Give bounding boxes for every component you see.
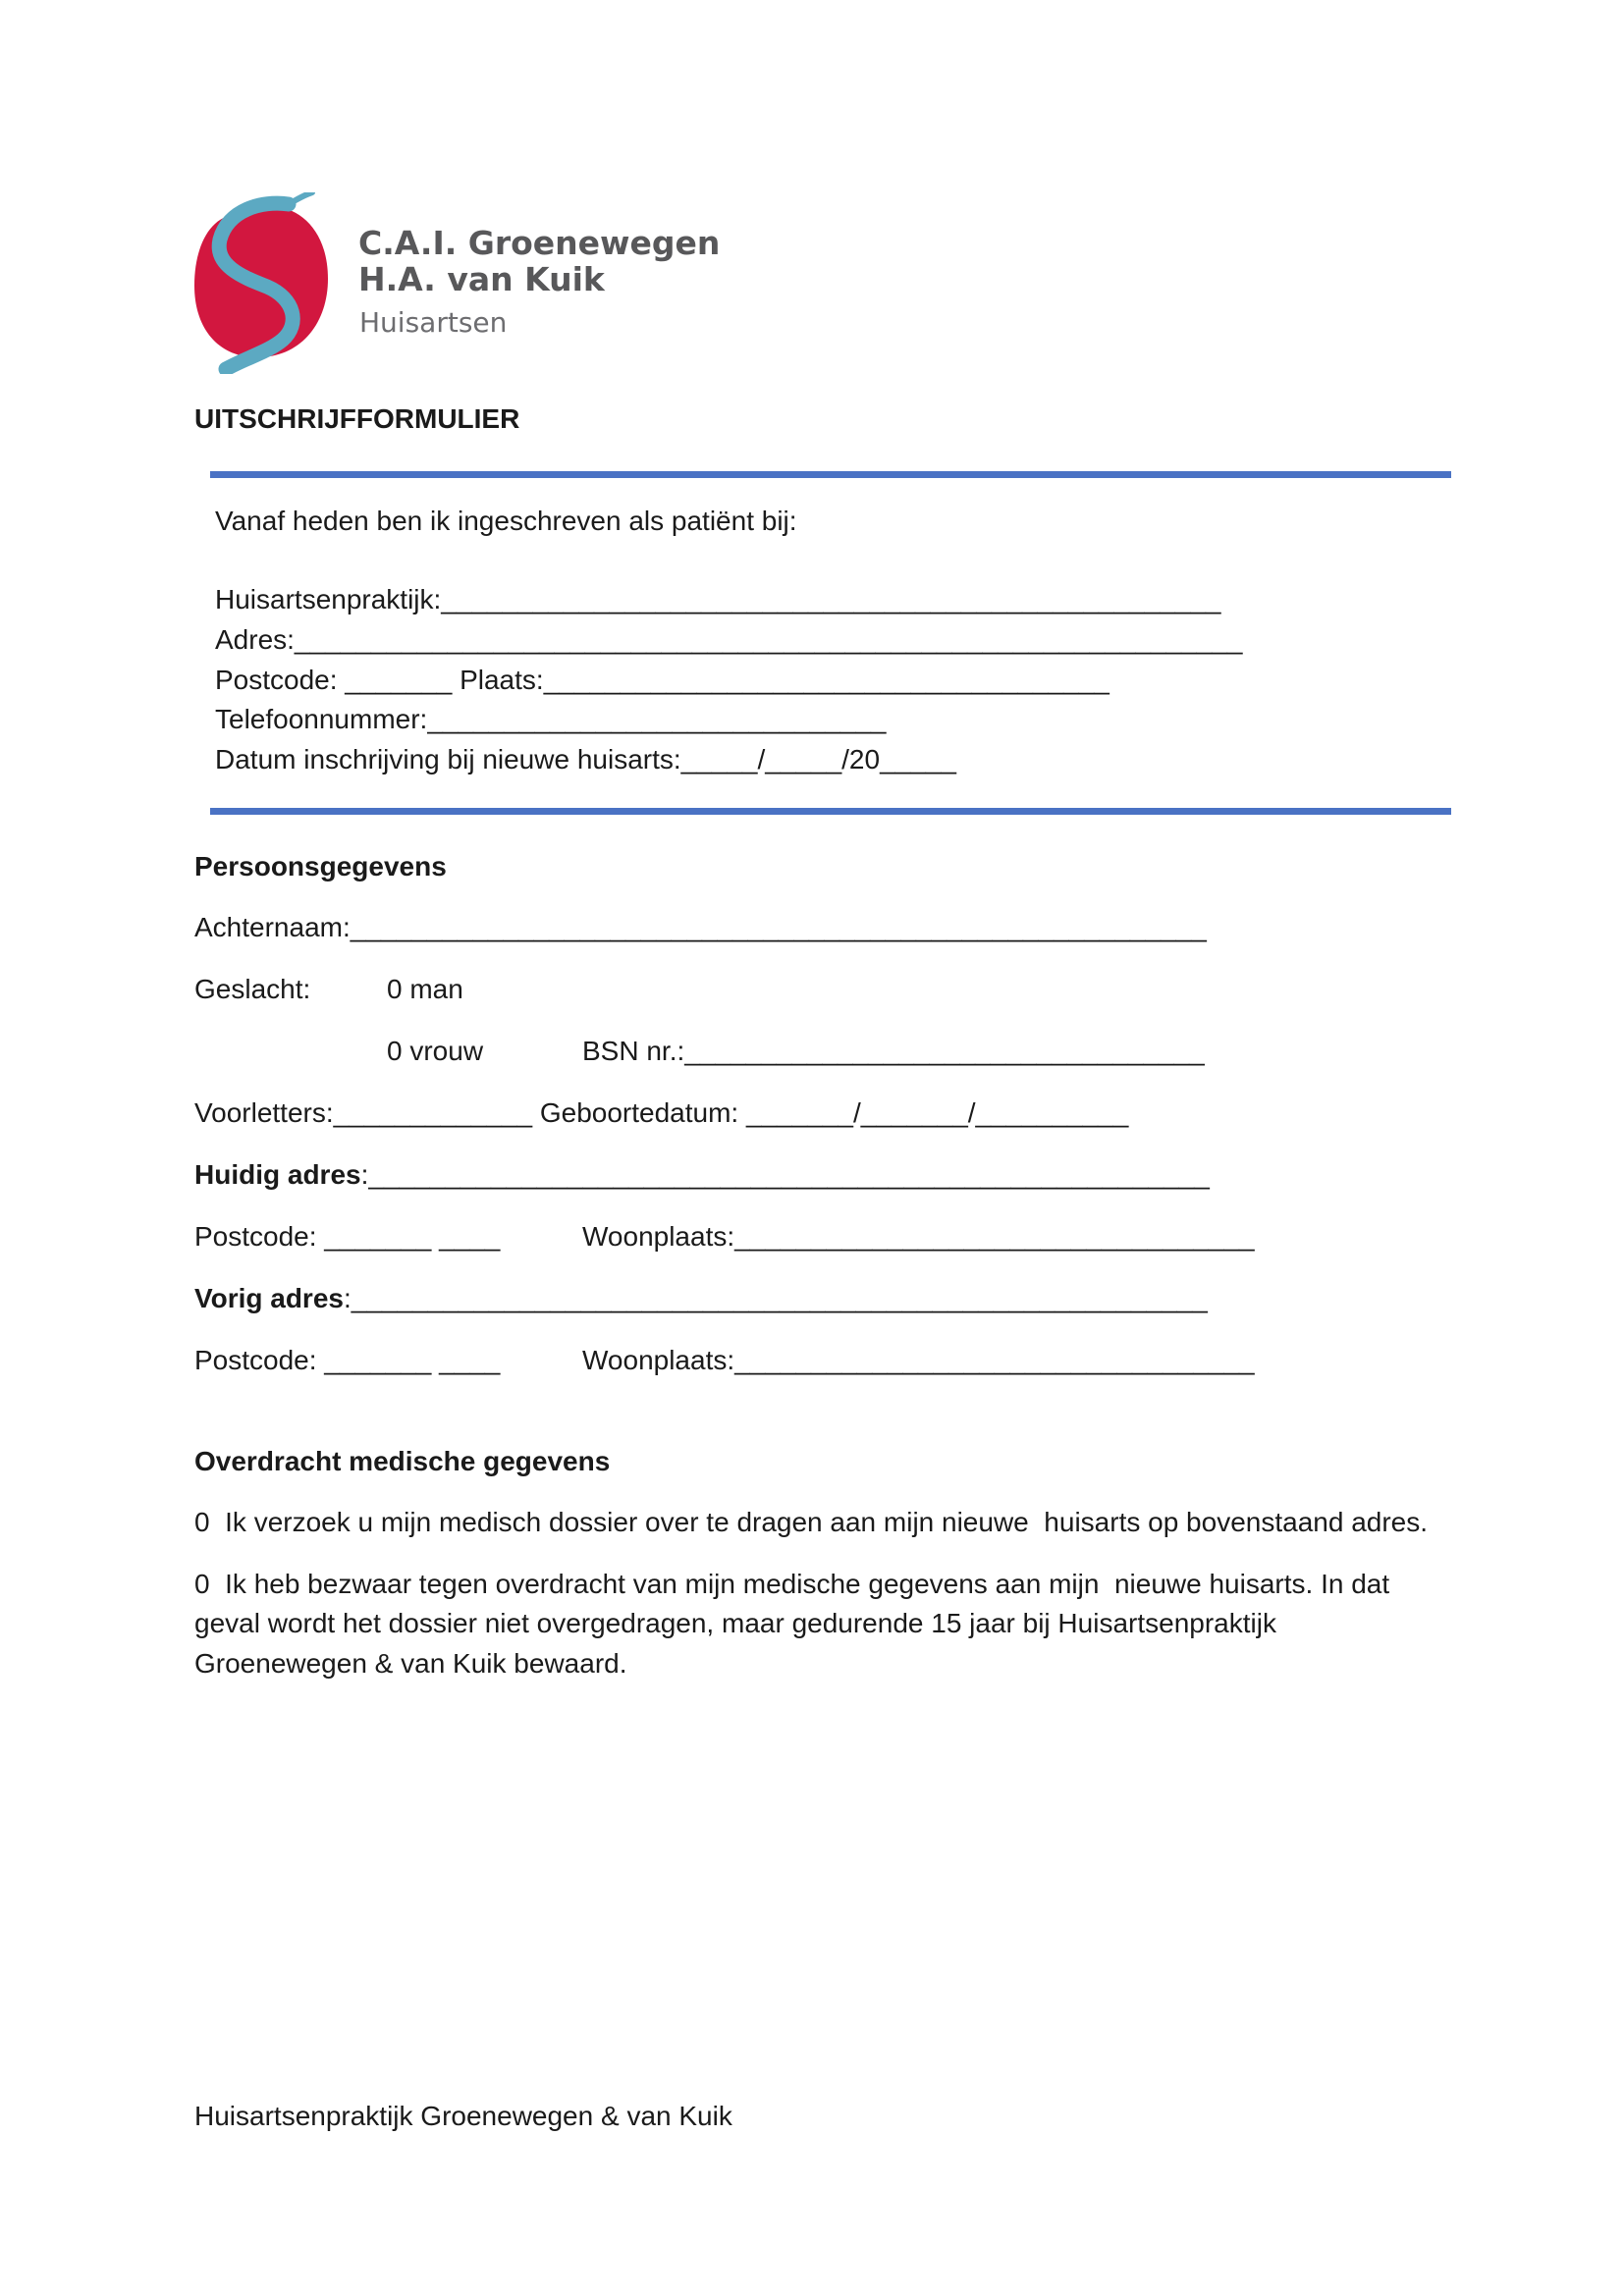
transfer-option-objection-line3: Groenewegen & van Kuik bewaard. [194, 1648, 627, 1679]
practice-field[interactable]: Huisartsenpraktijk:___________________________________________________ [215, 584, 1221, 614]
bsn-field[interactable]: BSN nr.:__________________________________ [582, 1036, 1205, 1066]
phone-field[interactable]: Telefoonnummer:______________________________ [215, 704, 887, 734]
surname-field[interactable]: Achternaam:________________________________________________________ [194, 912, 1207, 942]
transfer-option-objection-line2: geval wordt het dossier niet overgedragen, maar gedurende 15 jaar bij Huisartsenpraktijk [194, 1608, 1276, 1638]
previous-address-label: Vorig adres [194, 1283, 344, 1313]
previous-postcode-field[interactable]: Postcode: _______ ____ [194, 1345, 501, 1375]
practice-subtitle: Huisartsen [359, 306, 508, 339]
current-address-line[interactable]: :_______________________________________________________ [360, 1159, 1210, 1190]
divider-top [210, 471, 1451, 478]
current-address-field[interactable] [194, 1158, 1210, 1192]
practice-name-line1: C.A.I. Groenewegen [358, 224, 721, 262]
current-address-label: Huidig adres [194, 1159, 361, 1190]
practice-name-line2: H.A. van Kuik [358, 260, 605, 298]
form-title: UITSCHRIJFFORMULIER [194, 403, 520, 434]
transfer-option-objection[interactable]: 0 Ik heb bezwaar tegen overdracht van mijn medische gegevens aan mijn nieuwe huisarts. In dat [194, 1569, 1390, 1599]
practice-logo-icon [192, 192, 330, 374]
gender-male-option[interactable]: 0 man [387, 974, 463, 1004]
personal-heading: Persoonsgegevens [194, 851, 447, 881]
transfer-option-consent[interactable]: 0 Ik verzoek u mijn medisch dossier over te dragen aan mijn nieuwe huisarts op bovenstaand adres. [194, 1507, 1429, 1537]
gender-label: Geslacht: [194, 974, 311, 1004]
registration-intro: Vanaf heden ben ik ingeschreven als patiënt bij: [215, 506, 797, 536]
postcode-city-field[interactable]: Postcode: _______ Plaats:_____________________________________ [215, 665, 1110, 695]
transfer-heading: Overdracht medische gegevens [194, 1446, 611, 1476]
divider-bottom [210, 808, 1451, 815]
current-city-field[interactable]: Woonplaats:__________________________________ [582, 1221, 1255, 1252]
initials-dob-field[interactable]: Voorletters:_____________ Geboortedatum: _______/_______/__________ [194, 1097, 1129, 1128]
previous-city-field[interactable]: Woonplaats:__________________________________ [582, 1345, 1255, 1375]
previous-address-line[interactable]: :________________________________________________________ [343, 1283, 1208, 1313]
current-postcode-field[interactable]: Postcode: _______ ____ [194, 1221, 501, 1252]
previous-address-field[interactable] [194, 1282, 1208, 1315]
address-field[interactable]: Adres:______________________________________________________________ [215, 624, 1243, 655]
footer-text: Huisartsenpraktijk Groenewegen & van Kuik [194, 2101, 732, 2131]
registration-date-field[interactable]: Datum inschrijving bij nieuwe huisarts:_____/_____/20_____ [215, 744, 956, 774]
gender-female-option[interactable]: 0 vrouw [387, 1036, 484, 1066]
